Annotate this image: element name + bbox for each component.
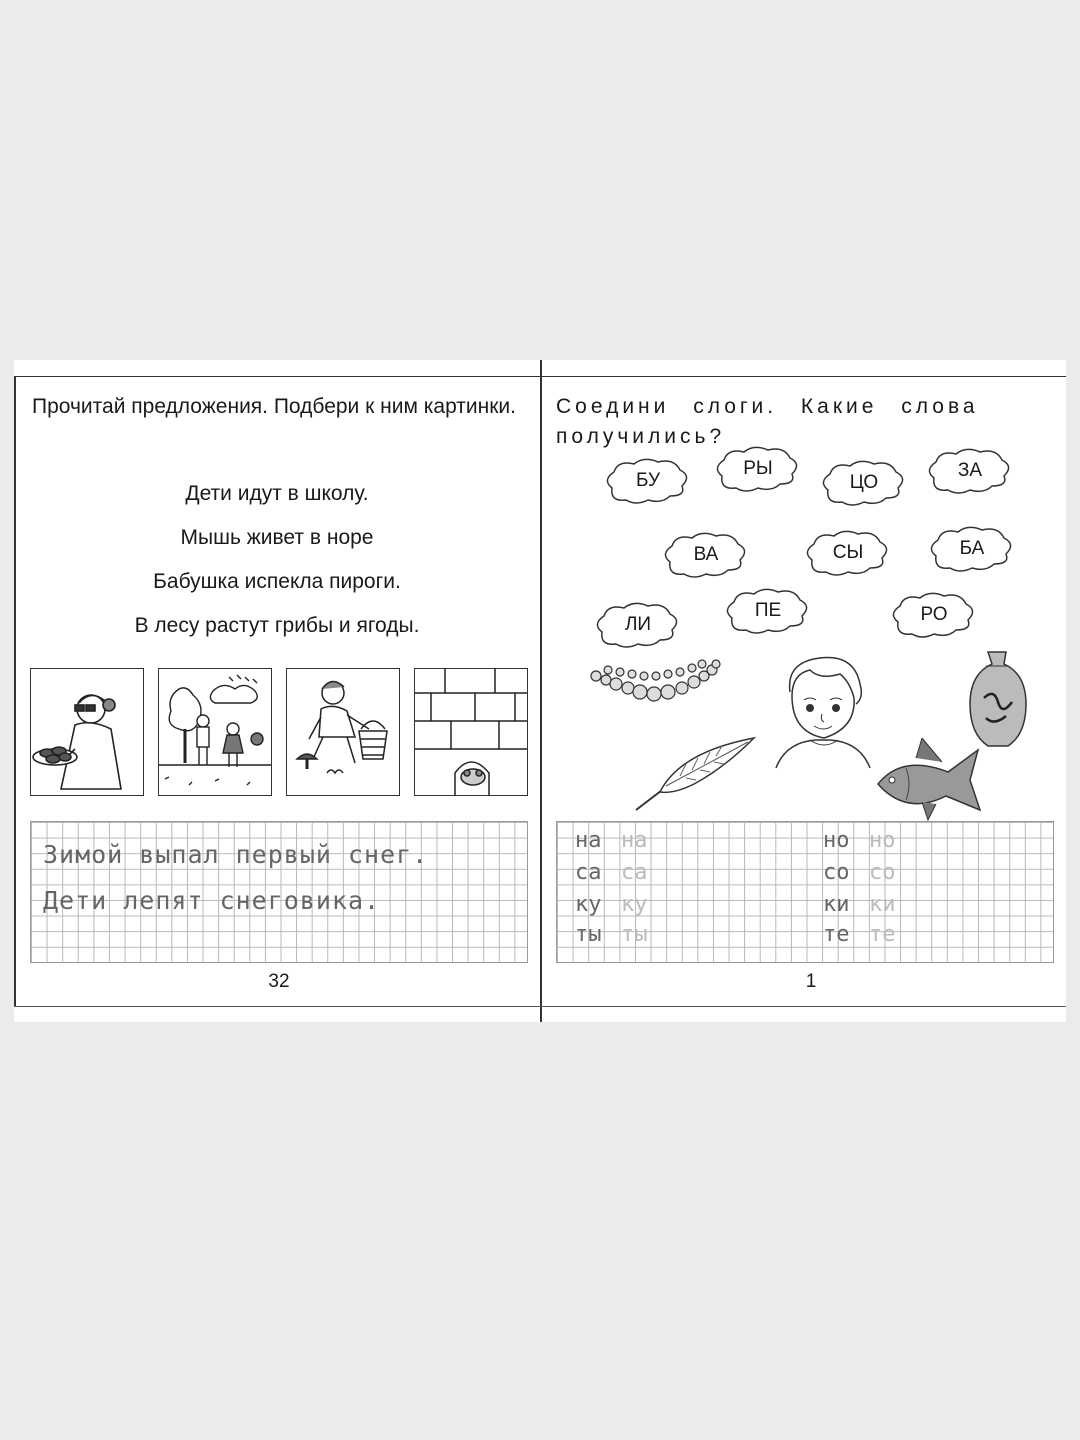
syllable-trace: ки [869, 892, 896, 917]
sentence: Бабушка испекла пироги. [153, 570, 401, 593]
beads-icon[interactable] [586, 656, 736, 716]
boy-face-icon[interactable] [770, 652, 880, 772]
feather-icon[interactable] [630, 726, 760, 816]
syllable-cloud[interactable] [926, 526, 1018, 572]
syllable-sample: на [575, 828, 602, 853]
syllable-cloud[interactable] [888, 592, 980, 638]
sentence-list [14, 472, 540, 648]
picture-row [30, 668, 526, 796]
syllable-cloud[interactable] [818, 460, 910, 506]
syllable-trace: со [869, 860, 896, 885]
syllable-trace: те [869, 922, 896, 947]
syllable-trace: но [869, 828, 896, 853]
syllable-label: ЛИ [624, 614, 652, 635]
book-spread [14, 360, 1066, 1022]
syllable-cloud[interactable] [722, 588, 814, 634]
syllable-trace: на [621, 828, 648, 853]
syllable-label: ПЕ [754, 600, 782, 621]
syllable-cloud[interactable] [602, 458, 694, 504]
left-task-title: Прочитай предложения. Подбери к ним картинки. [32, 395, 516, 418]
page-number: 32 [268, 971, 290, 992]
syllable-cloud[interactable] [924, 448, 1016, 494]
boy-picking-mushrooms-icon[interactable] [286, 668, 400, 796]
syllable-cloud[interactable] [712, 446, 804, 492]
fish-icon[interactable] [872, 738, 988, 822]
syllable-sample: но [823, 828, 850, 853]
syllable-sample: те [823, 922, 850, 947]
syllable-sample: со [823, 860, 850, 885]
syllable-label: ЗА [957, 460, 983, 481]
copy-grid [30, 821, 528, 963]
grandma-with-pies-icon[interactable] [30, 668, 144, 796]
syllable-label: РО [920, 604, 948, 625]
bottom-edge [14, 1006, 1066, 1007]
syllable-label: БУ [635, 470, 661, 491]
copy-line: Зимой выпал первый снег. [43, 840, 429, 869]
syllable-sample: ки [823, 892, 850, 917]
page-number: 1 [805, 971, 817, 992]
mouse-in-burrow-icon[interactable] [414, 668, 528, 796]
copy-grid [556, 821, 1054, 963]
right-task-title: Соедини слоги. Какие слова получились? [556, 395, 979, 448]
syllable-label: ВА [693, 544, 719, 565]
sentence: Мышь живет в норе [180, 526, 374, 549]
copy-line: Дети лепят снеговика. [43, 886, 381, 915]
syllable-sample: ты [575, 922, 602, 947]
syllable-trace: ку [621, 892, 648, 917]
syllable-trace: са [621, 860, 648, 885]
syllable-label: БА [959, 538, 985, 559]
syllable-cloud[interactable] [592, 602, 684, 648]
children-walking-icon[interactable] [158, 668, 272, 796]
sentence: В лесу растут грибы и ягоды. [134, 614, 420, 637]
sentence: Дети идут в школу. [185, 482, 369, 505]
right-page [542, 376, 1066, 1006]
syllable-label: ЦО [849, 472, 879, 493]
syllable-cloud[interactable] [660, 532, 752, 578]
left-page [14, 376, 540, 1006]
vase-icon[interactable] [964, 648, 1030, 750]
syllable-cloud[interactable] [802, 530, 894, 576]
syllable-sample: ку [575, 892, 602, 917]
syllable-trace: ты [621, 922, 648, 947]
syllable-label: РЫ [743, 458, 773, 479]
syllable-sample: са [575, 860, 602, 885]
syllable-label: СЫ [832, 542, 864, 563]
